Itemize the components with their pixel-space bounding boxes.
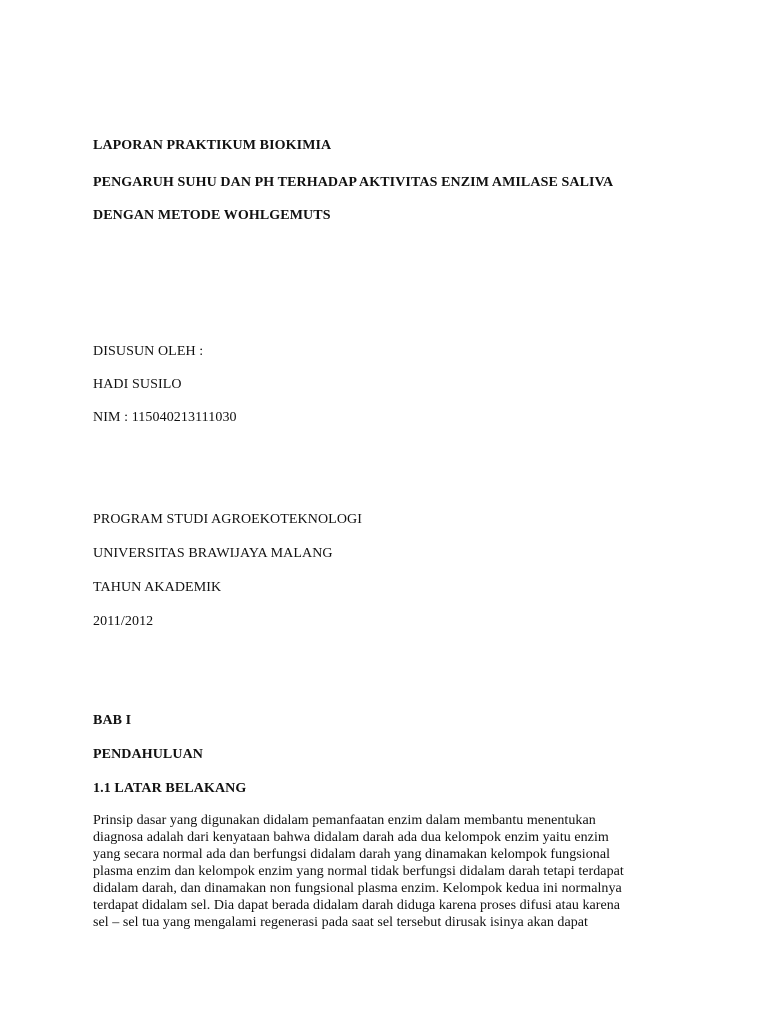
report-subtitle: PENGARUH SUHU DAN PH TERHADAP AKTIVITAS ENZIM AMILASE SALIVA <box>93 175 614 190</box>
university-name: UNIVERSITAS BRAWIJAYA MALANG <box>93 546 333 561</box>
chapter-number: BAB I <box>93 713 132 728</box>
chapter-title: PENDAHULUAN <box>93 747 203 762</box>
paragraph-line: sel – sel tua yang mengalami regenerasi pada saat sel tersebut dirusak isinya akan dapat <box>93 915 589 930</box>
author-label: DISUSUN OLEH : <box>93 344 204 359</box>
author-name: HADI SUSILO <box>93 377 182 392</box>
paragraph-line: plasma enzim dan kelompok enzim yang normal tidak berfungsi didalam darah tetapi terdapat <box>93 864 624 879</box>
academic-year: 2011/2012 <box>93 614 154 629</box>
paragraph-line: diagnosa adalah dari kenyataan bahwa didalam darah ada dua kelompok enzim yaitu enzim <box>93 830 609 845</box>
section-heading: 1.1 LATAR BELAKANG <box>93 781 247 796</box>
academic-year-label: TAHUN AKADEMIK <box>93 580 222 595</box>
paragraph-line: yang secara normal ada dan berfungsi didalam darah yang dinamakan kelompok fungsional <box>93 847 611 862</box>
paragraph-line: Prinsip dasar yang digunakan didalam pemanfaatan enzim dalam membantu menentukan <box>93 813 596 828</box>
paragraph-line: terdapat didalam sel. Dia dapat berada didalam darah diduga karena proses difusi atau karena <box>93 898 621 913</box>
study-program: PROGRAM STUDI AGROEKOTEKNOLOGI <box>93 512 362 527</box>
background-paragraph <box>93 812 693 931</box>
author-nim: NIM : 115040213111030 <box>93 410 237 425</box>
report-method: DENGAN METODE WOHLGEMUTS <box>93 208 331 223</box>
report-title: LAPORAN PRAKTIKUM BIOKIMIA <box>93 138 332 153</box>
paragraph-line: didalam darah, dan dinamakan non fungsional plasma enzim. Kelompok kedua ini normalnya <box>93 881 622 896</box>
